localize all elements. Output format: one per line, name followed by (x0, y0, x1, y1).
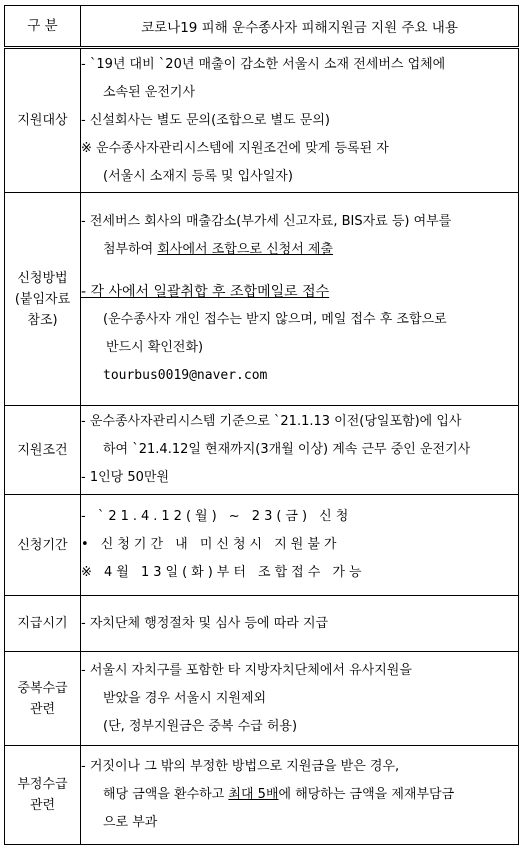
application-method-line-2 (81, 236, 518, 264)
duplicate-receipt-line-2: 받았을 경우 서울시 지원제외 (103, 690, 267, 706)
support-conditions-line-1: - 운수종사자관리시스템 기준으로 `21.1.13 이전(당일포함)에 입사 (81, 414, 462, 429)
duplicate-receipt-label-2: 관련 (29, 701, 56, 717)
row-fraudulent-receipt (5, 746, 519, 845)
fraudulent-receipt-label-1: 부정수급 (17, 777, 68, 792)
fraudulent-receipt-max-penalty: 최대 5배 (228, 787, 279, 802)
row-eligibility (5, 48, 519, 193)
fraudulent-receipt-line-2c: 에 해당하는 금액을 제재부담금 (278, 787, 455, 802)
eligibility-line-4: ※ 운수종사자관리시스템에 지원조건에 맞게 등록된 자 (81, 140, 389, 156)
support-conditions-label: 지원조건 (5, 406, 81, 495)
application-method-line-2b: 회사에서 조합으로 신청서 제출 (157, 242, 334, 257)
row-application-period (5, 495, 519, 596)
eligibility-line-5: (서울시 소재지 등록 및 입사일자) (103, 168, 293, 184)
application-method-line-2a: 첨부하여 (103, 242, 158, 257)
eligibility-label: 지원대상 (5, 48, 81, 193)
row-support-conditions (5, 406, 519, 495)
payment-timing-content (81, 596, 519, 652)
application-method-label-2: (붙임자료 (14, 291, 71, 307)
eligibility-line-3: - 신설회사는 별도 문의(조합으로 별도 문의) (81, 112, 330, 128)
payment-timing-label: 지급시기 (5, 596, 81, 652)
duplicate-receipt-line-1: - 서울시 자치구를 포함한 타 지방자치단체에서 유사지원을 (81, 662, 412, 678)
support-conditions-line-3: - 1인당 50만원 (81, 470, 170, 485)
application-method-content (81, 193, 519, 406)
support-info-table (4, 5, 519, 845)
application-method-label-1: 신청방법 (17, 270, 68, 286)
fraudulent-receipt-line-2a: 해당 금액을 환수하고 (103, 787, 229, 802)
header-title-cell: 코로나19 피해 운수종사자 피해지원금 지원 주요 내용 (81, 6, 519, 48)
application-period-label: 신청기간 (5, 495, 81, 596)
fraudulent-receipt-line-1: - 거짓이나 그 밖의 부정한 방법으로 지원금을 받은 경우, (81, 759, 400, 774)
application-period-line-1: - `21.4.12(월) ~ 23(금) 신청 (81, 509, 353, 524)
application-method-label-3: 참조) (27, 312, 58, 328)
application-method-line-3 (81, 278, 518, 306)
duplicate-receipt-label (5, 652, 81, 746)
spacer (81, 264, 518, 278)
application-period-content (81, 495, 519, 596)
application-email-address: tourbus0019@naver.com (103, 368, 268, 383)
fraudulent-receipt-line-3: 으로 부과 (103, 815, 158, 830)
duplicate-receipt-label-1: 중복수급 (17, 680, 68, 696)
application-period-line-3: ※ 4월 13일(화)부터 조합접수 가능 (81, 565, 366, 580)
duplicate-receipt-line-3: (단, 정부지원금은 중복 수급 허용) (103, 718, 298, 734)
application-method-label (5, 193, 81, 406)
header-label-cell: 구 분 (5, 6, 81, 48)
application-method-email-submit: - 각 사에서 일괄취합 후 조합메일로 접수 (81, 284, 330, 300)
eligibility-line-2: 소속된 운전기사 (103, 84, 196, 100)
fraudulent-receipt-line-2 (81, 781, 518, 809)
fraudulent-receipt-label (5, 746, 81, 845)
support-conditions-content (81, 406, 519, 495)
eligibility-content (81, 48, 519, 193)
row-duplicate-receipt (5, 652, 519, 746)
fraudulent-receipt-content (81, 746, 519, 845)
row-payment-timing (5, 596, 519, 652)
application-method-line-4: (운수종사자 개인 접수는 받지 않으며, 메일 접수 후 조합으로 (103, 312, 447, 327)
application-period-line-2: • 신청기간 내 미신청시 지원불가 (81, 537, 341, 552)
duplicate-receipt-content (81, 652, 519, 746)
table-header-row (5, 6, 519, 48)
payment-timing-line-1: - 자치단체 행정절차 및 심사 등에 따라 지급 (81, 615, 329, 631)
support-conditions-line-2: 하여 `21.4.12일 현재까지(3개월 이상) 계속 근무 중인 운전기사 (103, 442, 471, 457)
application-method-line-1: - 전세버스 회사의 매출감소(부가세 신고자료, BIS자료 등) 여부를 (81, 214, 452, 229)
eligibility-line-1: - `19년 대비 `20년 매출이 감소한 서울시 소재 전세버스 업체에 (81, 56, 446, 72)
application-method-line-5: 반드시 확인전화) (106, 340, 204, 355)
fraudulent-receipt-label-2: 관련 (29, 798, 56, 813)
row-application-method (5, 193, 519, 406)
